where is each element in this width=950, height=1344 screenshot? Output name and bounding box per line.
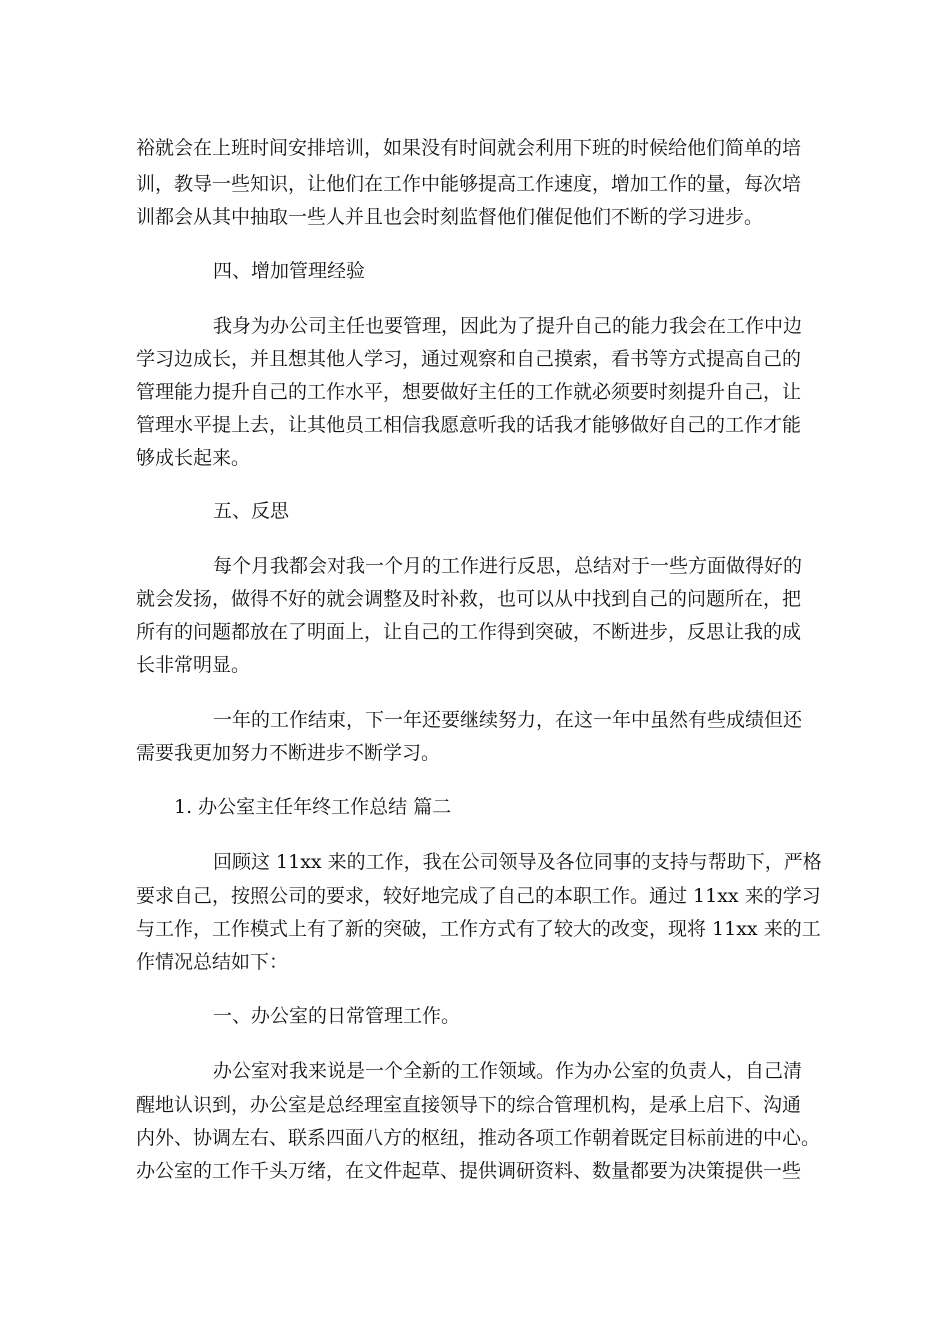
- paragraph-line: 管理能力提升自己的工作水平，想要做好主任的工作就必须要时刻提升自己，让: [136, 381, 802, 403]
- paragraph-line: 每个月我都会对我一个月的工作进行反思，总结对于一些方面做得好的: [213, 555, 803, 577]
- paragraph-line: 内外、协调左右、联系四面八方的枢纽，推动各项工作朝着既定目标前进的中心。: [136, 1127, 821, 1149]
- paragraph-line: 就会发扬，做得不好的就会调整及时补救，也可以从中找到自己的问题所在，把: [136, 588, 802, 610]
- paragraph-line: 回顾这 11xx 来的工作，我在公司领导及各位同事的支持与帮助下，严格: [213, 851, 822, 873]
- paragraph-line: 所有的问题都放在了明面上，让自己的工作得到突破，不断进步，反思让我的成: [136, 621, 802, 643]
- paragraph-line: 办公室的工作千头万绪，在文件起草、提供调研资料、数量都要为决策提供一些: [136, 1160, 802, 1182]
- article-heading: 1. 办公室主任年终工作总结 篇二: [174, 796, 452, 818]
- paragraph-line: 裕就会在上班时间安排培训，如果没有时间就会利用下班的时候给他们简单的培: [136, 137, 802, 159]
- paragraph-line: 学习边成长，并且想其他人学习，通过观察和自己摸索，看书等方式提高自己的: [136, 348, 802, 370]
- section-heading: 一、办公室的日常管理工作。: [213, 1005, 461, 1027]
- paragraph-line: 长非常明显。: [136, 654, 251, 676]
- paragraph-line: 办公室对我来说是一个全新的工作领域。作为办公室的负责人，自己清: [213, 1060, 803, 1082]
- paragraph-line: 够成长起来。: [136, 447, 251, 469]
- section-heading: 四、增加管理经验: [213, 260, 366, 282]
- paragraph-line: 我身为办公司主任也要管理，因此为了提升自己的能力我会在工作中边: [213, 315, 803, 337]
- paragraph-line: 醒地认识到，办公室是总经理室直接领导下的综合管理机构，是承上启下、沟通: [136, 1094, 802, 1116]
- section-heading: 五、反思: [213, 500, 290, 522]
- paragraph-line: 一年的工作结束，下一年还要继续努力，在这一年中虽然有些成绩但还: [213, 709, 803, 731]
- paragraph-line: 与工作，工作模式上有了新的突破，工作方式有了较大的改变，现将 11xx 来的工: [136, 918, 821, 940]
- paragraph-line: 训都会从其中抽取一些人并且也会时刻监督他们催促他们不断的学习进步。: [136, 206, 764, 228]
- paragraph-line: 训，教导一些知识，让他们在工作中能够提高工作速度，增加工作的量，每次培: [136, 173, 802, 195]
- paragraph-line: 作情况总结如下：: [136, 951, 289, 973]
- paragraph-line: 要求自己，按照公司的要求，较好地完成了自己的本职工作。通过 11xx 来的学习: [136, 885, 821, 907]
- paragraph-line: 管理水平提上去，让其他员工相信我愿意听我的话我才能够做好自己的工作才能: [136, 414, 802, 436]
- paragraph-line: 需要我更加努力不断进步不断学习。: [136, 742, 441, 764]
